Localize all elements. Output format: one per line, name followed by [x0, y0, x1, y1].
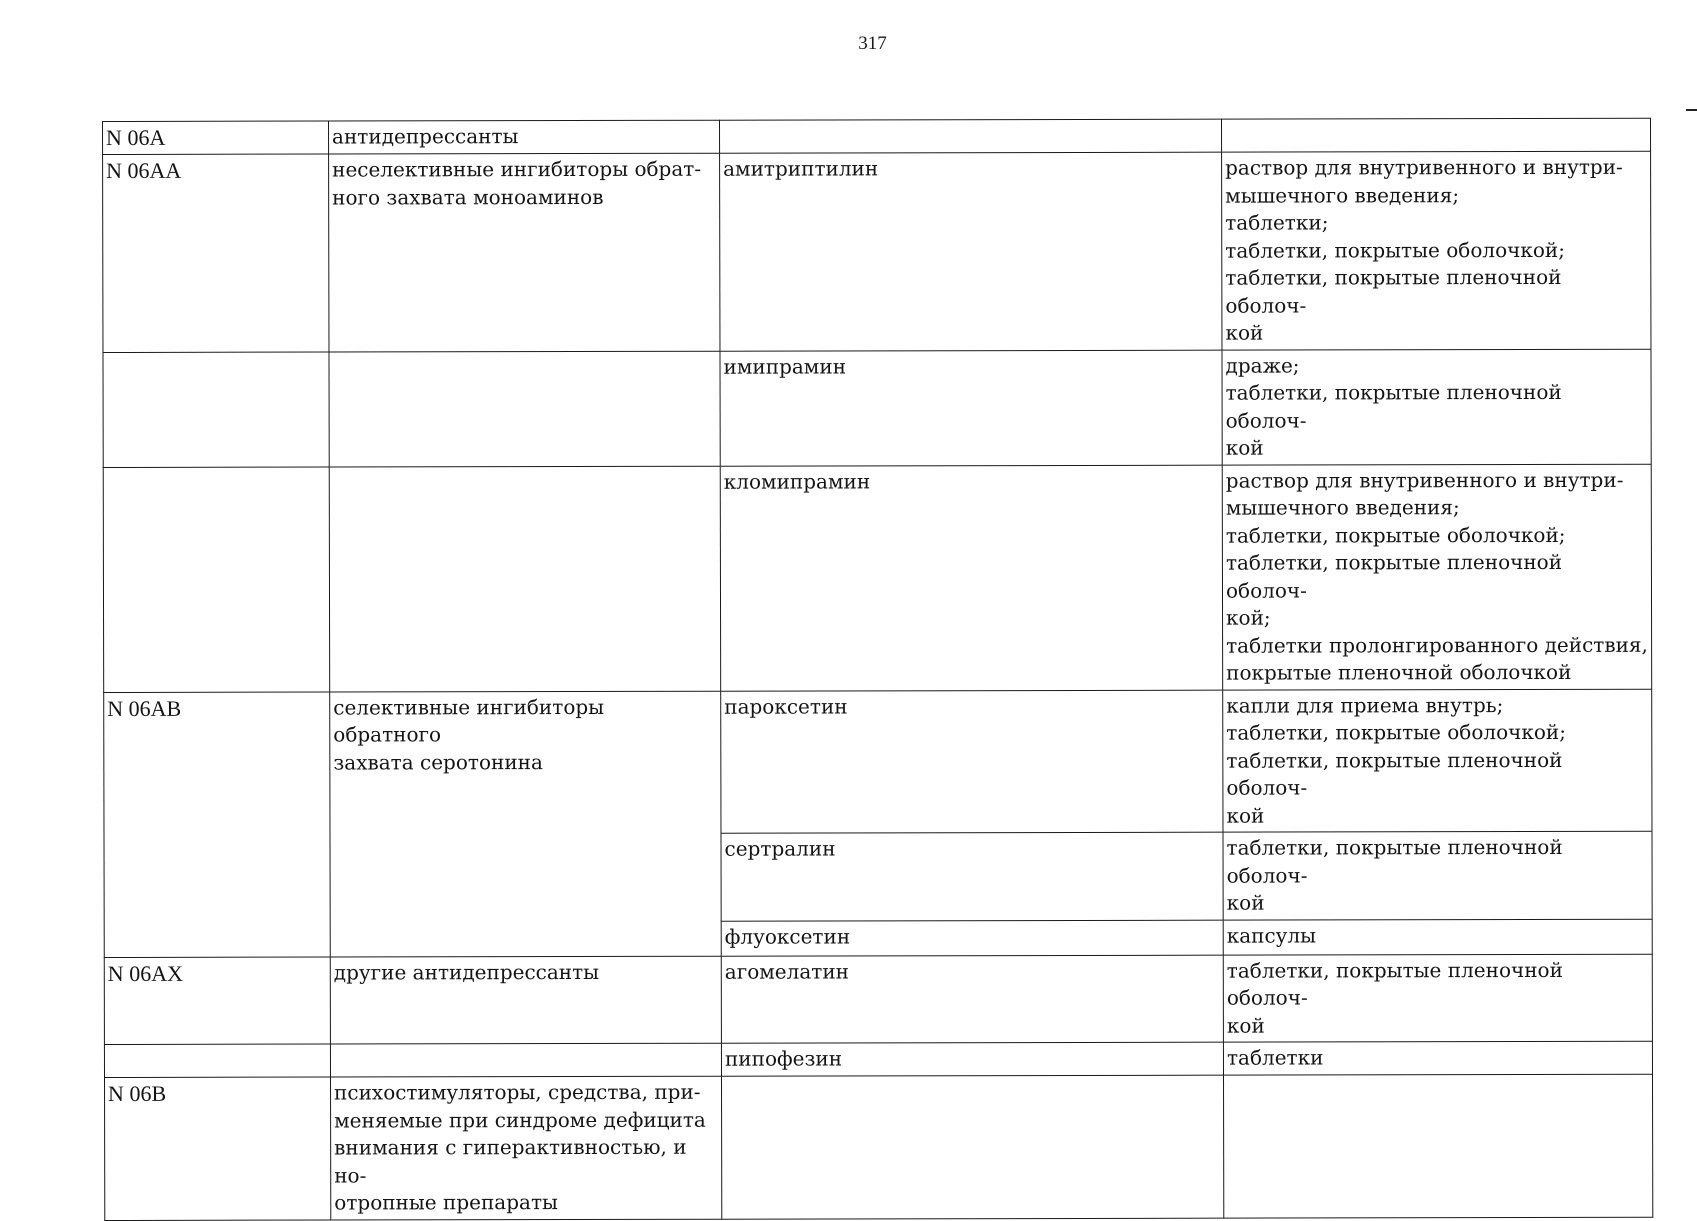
drug-name-cell: сертралин [721, 832, 1223, 921]
dosage-form-line: покрытые пленочной оболочкой [1226, 659, 1572, 685]
drug-table [102, 118, 1653, 1221]
table-row [103, 151, 1651, 352]
atc-group-cell [329, 466, 720, 692]
dosage-form-line: капсулы [1226, 922, 1317, 948]
dosage-form-line: таблетки, покрытые пленочной оболоч- [1226, 834, 1563, 888]
dosage-forms-cell [1222, 464, 1651, 690]
table-row [103, 349, 1651, 467]
atc-group-cell: другие антидепрессанты [330, 956, 721, 1044]
table-body [103, 118, 1653, 1220]
atc-code-cell: N 06AB [104, 692, 331, 957]
dosage-forms-cell [1223, 954, 1652, 1042]
drug-name-cell: кломипрамин [720, 465, 1222, 691]
dosage-forms-cell [1222, 151, 1651, 349]
atc-group-cell [331, 1076, 722, 1219]
dosage-forms-cell [1221, 118, 1650, 152]
drug-name-cell: амитриптилин [720, 152, 1222, 351]
dosage-form-line: кой [1226, 803, 1265, 828]
atc-group-cell [330, 691, 722, 957]
dosage-forms-cell [1224, 1074, 1653, 1217]
dosage-forms-cell [1222, 349, 1651, 465]
atc-code-cell: N 06B [105, 1077, 331, 1220]
atc-group-cell: антидепрессанты [329, 120, 720, 154]
dosage-form-line: таблетки, покрытые пленочной оболоч- [1226, 747, 1563, 800]
atc-code-cell: N 06AX [104, 957, 330, 1045]
dosage-forms-cell [1223, 1041, 1652, 1075]
atc-group-cell [329, 351, 720, 467]
dosage-form-line: капли для приема внутрь; [1226, 692, 1504, 718]
dosage-form-line: таблетки пролонгированного действия, [1226, 632, 1648, 658]
dosage-form-line: раствор для внутривенного и внутри- [1225, 467, 1624, 493]
dosage-form-line: кой [1226, 1013, 1265, 1038]
drug-name-cell: пипофезин [721, 1042, 1223, 1076]
atc-code-cell [103, 467, 329, 692]
table-row [104, 1041, 1652, 1077]
table-row [103, 464, 1651, 692]
atc-code-cell: N 06A [103, 121, 329, 154]
dosage-form-line: кой [1226, 890, 1265, 915]
table-row [104, 689, 1652, 835]
group-line: селективные ингибиторы обратного [333, 694, 605, 747]
dosage-form-line: таблетки, покрытые оболочкой; [1225, 522, 1566, 548]
drug-name-cell: флуоксетин [721, 920, 1223, 956]
dosage-form-line: таблетки [1226, 1045, 1324, 1070]
dosage-form-line: кой; [1226, 605, 1271, 630]
group-line: внимания с гиперактивностью, и но- [334, 1134, 687, 1188]
dosage-forms-cell [1223, 919, 1652, 955]
drug-name-cell: имипрамин [720, 350, 1222, 466]
atc-code-cell: N 06AA [103, 154, 329, 352]
edge-mark [1686, 109, 1697, 111]
drug-name-cell [719, 119, 1221, 153]
drug-name-cell: агомелатин [721, 955, 1223, 1044]
drug-name-cell [722, 1075, 1224, 1219]
dosage-form-line: раствор для внутривенного и внутри- [1225, 154, 1623, 180]
dosage-form-line: кой [1225, 435, 1264, 460]
table-row [105, 1074, 1653, 1220]
page-number: 317 [858, 33, 887, 54]
drug-name-cell: пароксетин [721, 690, 1223, 834]
dosage-form-line: таблетки, покрытые пленочной оболоч- [1225, 549, 1563, 603]
group-line: психостимуляторы, средства, при- [334, 1079, 701, 1105]
atc-code-cell [103, 352, 329, 467]
dosage-form-line: таблетки; [1225, 210, 1329, 235]
dosage-forms-cell [1223, 689, 1652, 832]
atc-group-cell [329, 153, 720, 351]
dosage-form-line: драже; [1225, 352, 1300, 378]
table-row [104, 954, 1652, 1045]
dosage-forms-cell [1223, 831, 1652, 919]
dosage-form-line: таблетки, покрытые оболочкой; [1225, 237, 1565, 263]
dosage-form-line: таблетки, покрытые пленочной оболоч- [1225, 379, 1562, 433]
group-line: меняемые при синдроме дефицита [334, 1107, 706, 1133]
atc-group-cell [330, 1043, 721, 1077]
group-line: неселективные ингибиторы обрат- [332, 156, 702, 182]
dosage-form-line: таблетки, покрытые оболочкой; [1226, 719, 1566, 745]
group-line: ного захвата моноаминов [332, 184, 604, 210]
table-row [103, 118, 1651, 154]
group-line: захвата серотонина [333, 749, 543, 775]
atc-code-cell [104, 1044, 330, 1077]
dosage-form-line: таблетки, покрытые пленочной оболоч- [1226, 957, 1563, 1010]
group-line: отропные препараты [334, 1190, 558, 1215]
dosage-form-line: мышечного введения; [1225, 495, 1460, 520]
dosage-form-line: мышечного введения; [1225, 182, 1460, 208]
dosage-form-line: таблетки, покрытые пленочной оболоч- [1225, 264, 1562, 318]
dosage-form-line: кой [1225, 320, 1264, 345]
